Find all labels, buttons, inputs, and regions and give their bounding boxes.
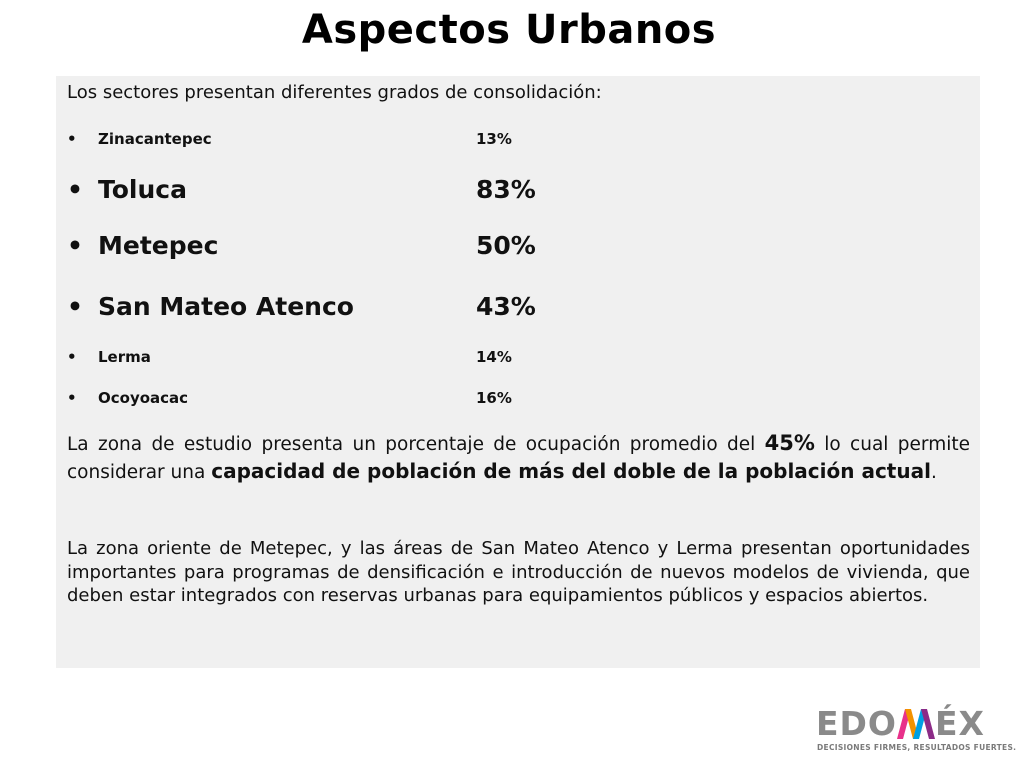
paragraph-text: lo cual permite considerar una: [67, 434, 970, 483]
sector-name: Lerma: [98, 348, 151, 366]
logo-m-stroke-4: [921, 709, 935, 739]
sector-percentage: 43%: [476, 292, 536, 321]
logo-tagline: DECISIONES FIRMES, RESULTADOS FUERTES.: [817, 743, 1017, 752]
occupancy-paragraph: [67, 430, 970, 486]
bullet: •: [67, 348, 77, 366]
sector-name: Metepec: [98, 231, 219, 260]
sector-percentage: 16%: [476, 389, 512, 407]
slide-title: Aspectos Urbanos: [301, 7, 717, 53]
sector-percentage: 83%: [476, 175, 536, 204]
logo-word-right: ÉX: [935, 704, 985, 743]
bullet: •: [67, 292, 83, 321]
bullet: •: [67, 130, 77, 148]
sector-name: Ocoyoacac: [98, 389, 189, 407]
logo-word-left: EDO: [816, 704, 897, 743]
content-panel: [56, 76, 980, 668]
paragraph-text: La zona de estudio presenta un porcentaje de ocupación promedio del: [67, 434, 765, 455]
sector-name: Toluca: [98, 175, 187, 204]
paragraph-text: .: [930, 462, 937, 483]
bullet: •: [67, 175, 83, 204]
sector-percentage: 13%: [476, 130, 512, 148]
bullet: •: [67, 389, 77, 407]
sector-name: San Mateo Atenco: [98, 292, 354, 321]
opportunities-paragraph: La zona oriente de Metepec, y las áreas de San Mateo Atenco y Lerma presentan oportunidades importantes para programas de densificación e introducción de nuevos modelos de vivienda, que deben estar integrados con reservas urbanas para equipamientos públicos y espacios abiertos.: [67, 538, 970, 606]
sector-name: Zinacantepec: [98, 130, 212, 148]
sector-percentage: 50%: [476, 231, 536, 260]
sector-percentage: 14%: [476, 348, 512, 366]
average-occupancy-value: 45%: [764, 431, 815, 455]
edomex-logo: [816, 704, 1017, 756]
intro-text: Los sectores presentan diferentes grados de consolidación:: [67, 82, 602, 103]
logo-m-icon: [897, 709, 935, 739]
logo-wordmark: [816, 706, 985, 742]
bullet: •: [67, 231, 83, 260]
capacity-emphasis: capacidad de población de más del doble de la población actual: [211, 459, 931, 483]
